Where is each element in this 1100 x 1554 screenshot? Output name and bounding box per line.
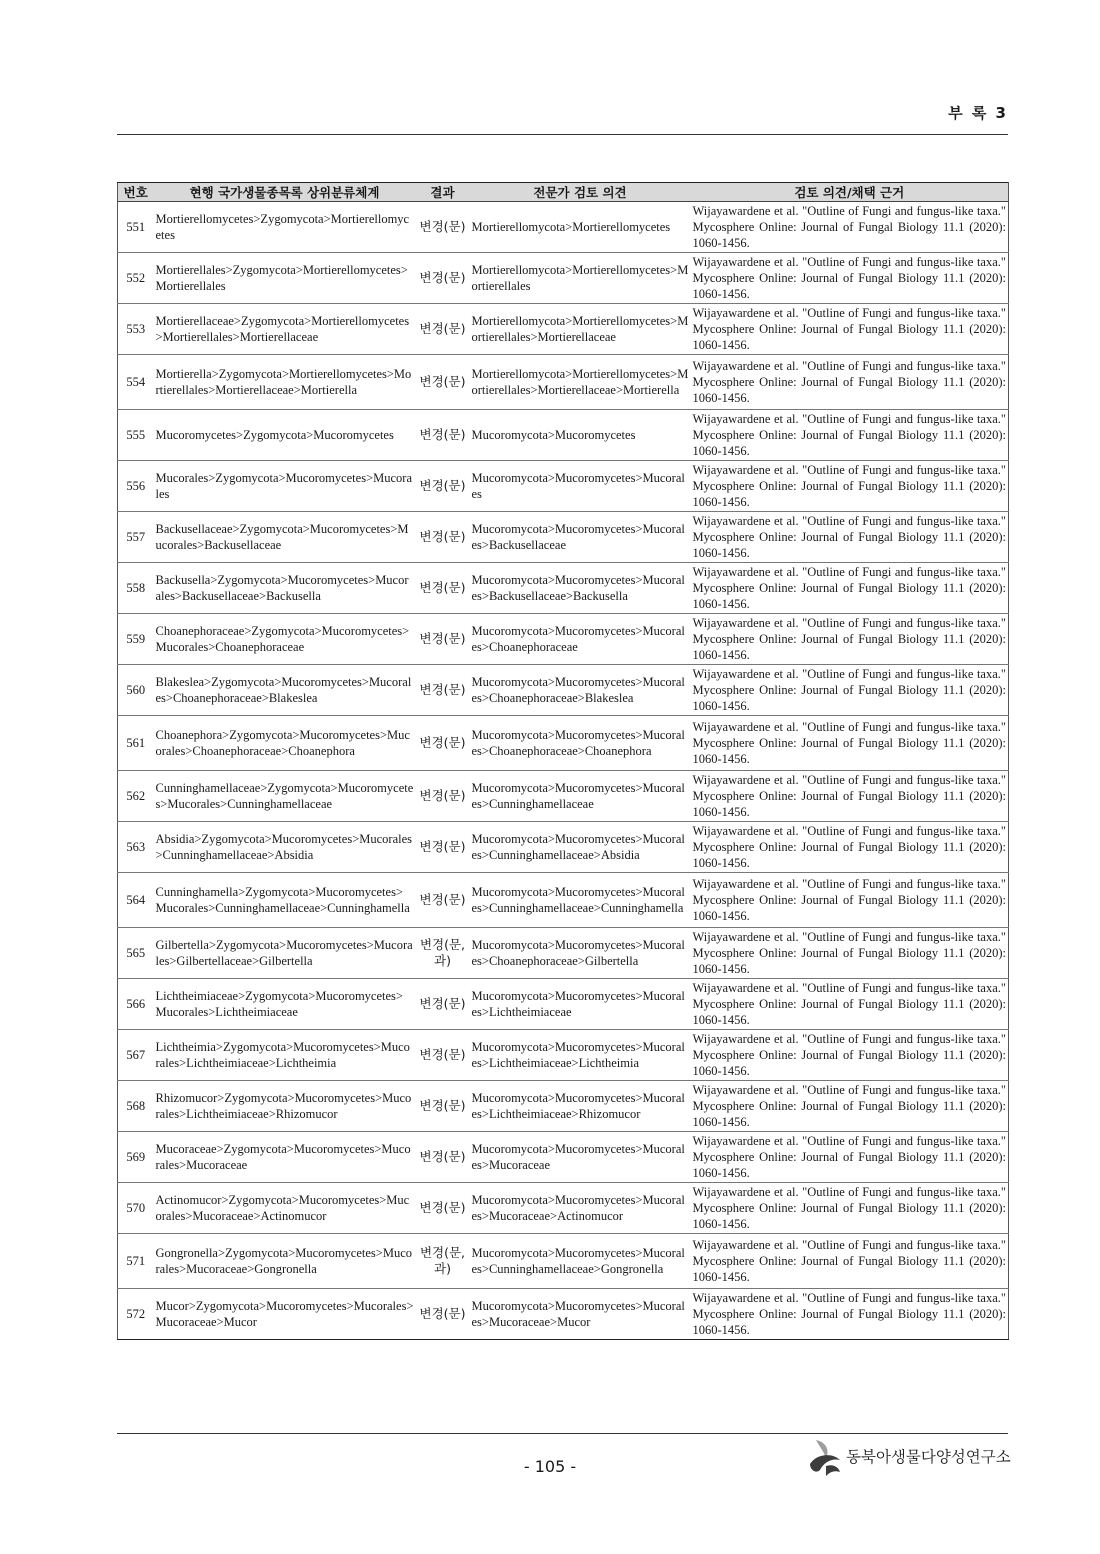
row-number: 558 bbox=[118, 563, 154, 614]
table-header-row bbox=[118, 183, 1009, 202]
row-number: 570 bbox=[118, 1183, 154, 1234]
basis-citation: Wijayawardene et al. "Outline of Fungi and fungus-like taxa." Mycosphere Online: Journal of Fungal Biology 11.1 (2020): 1060-1456. bbox=[691, 771, 1009, 822]
current-classification: Mortierellomycetes>Zygomycota>Mortierellomycetes bbox=[154, 202, 416, 253]
expert-opinion: Mucoromycota>Mucoromycetes>Mucorales bbox=[470, 461, 691, 512]
current-classification: Blakeslea>Zygomycota>Mucoromycetes>Mucorales>Choanephoraceae>Blakeslea bbox=[154, 665, 416, 716]
taxonomy-review-table bbox=[117, 182, 1009, 1340]
col-header-result: 결과 bbox=[416, 183, 470, 202]
review-result: 변경(문) bbox=[416, 512, 470, 563]
basis-citation: Wijayawardene et al. "Outline of Fungi and fungus-like taxa." Mycosphere Online: Journal of Fungal Biology 11.1 (2020): 1060-1456. bbox=[691, 665, 1009, 716]
table-body bbox=[118, 202, 1009, 1340]
review-result: 변경(문) bbox=[416, 253, 470, 304]
table-row bbox=[118, 822, 1009, 873]
review-result: 변경(문) bbox=[416, 355, 470, 410]
review-result: 변경(문) bbox=[416, 716, 470, 771]
expert-opinion: Mucoromycota>Mucoromycetes>Mucorales>Cunninghamellaceae bbox=[470, 771, 691, 822]
table-row bbox=[118, 928, 1009, 979]
review-result: 변경(문) bbox=[416, 822, 470, 873]
review-result: 변경(문) bbox=[416, 1289, 470, 1340]
current-classification: Mucor>Zygomycota>Mucoromycetes>Mucorales>Mucoraceae>Mucor bbox=[154, 1289, 416, 1340]
row-number: 564 bbox=[118, 873, 154, 928]
basis-citation: Wijayawardene et al. "Outline of Fungi and fungus-like taxa." Mycosphere Online: Journal of Fungal Biology 11.1 (2020): 1060-1456. bbox=[691, 355, 1009, 410]
review-result: 변경(문) bbox=[416, 665, 470, 716]
table-row bbox=[118, 1132, 1009, 1183]
basis-citation: Wijayawardene et al. "Outline of Fungi and fungus-like taxa." Mycosphere Online: Journal of Fungal Biology 11.1 (2020): 1060-1456. bbox=[691, 928, 1009, 979]
expert-opinion: Mortierellomycota>Mortierellomycetes>Mortierellales>Mortierellaceae bbox=[470, 304, 691, 355]
current-classification: Actinomucor>Zygomycota>Mucoromycetes>Mucorales>Mucoraceae>Actinomucor bbox=[154, 1183, 416, 1234]
current-classification: Rhizomucor>Zygomycota>Mucoromycetes>Mucorales>Lichtheimiaceae>Rhizomucor bbox=[154, 1081, 416, 1132]
expert-opinion: Mucoromycota>Mucoromycetes>Mucorales>Choanephoraceae>Choanephora bbox=[470, 716, 691, 771]
review-result: 변경(문) bbox=[416, 771, 470, 822]
table-row bbox=[118, 461, 1009, 512]
review-result: 변경(문, 과) bbox=[416, 928, 470, 979]
basis-citation: Wijayawardene et al. "Outline of Fungi and fungus-like taxa." Mycosphere Online: Journal of Fungal Biology 11.1 (2020): 1060-1456. bbox=[691, 716, 1009, 771]
row-number: 568 bbox=[118, 1081, 154, 1132]
org-logo bbox=[806, 1436, 1018, 1478]
org-logo-icon bbox=[806, 1436, 846, 1478]
expert-opinion: Mucoromycota>Mucoromycetes>Mucorales>Cunninghamellaceae>Cunninghamella bbox=[470, 873, 691, 928]
table-row bbox=[118, 410, 1009, 461]
expert-opinion: Mucoromycota>Mucoromycetes>Mucorales>Cunninghamellaceae>Absidia bbox=[470, 822, 691, 873]
row-number: 566 bbox=[118, 979, 154, 1030]
expert-opinion: Mucoromycota>Mucoromycetes>Mucorales>Mucoraceae>Actinomucor bbox=[470, 1183, 691, 1234]
col-header-basis: 검토 의견/채택 근거 bbox=[691, 183, 1009, 202]
current-classification: Mucoromycetes>Zygomycota>Mucoromycetes bbox=[154, 410, 416, 461]
basis-citation: Wijayawardene et al. "Outline of Fungi and fungus-like taxa." Mycosphere Online: Journal of Fungal Biology 11.1 (2020): 1060-1456. bbox=[691, 873, 1009, 928]
basis-citation: Wijayawardene et al. "Outline of Fungi and fungus-like taxa." Mycosphere Online: Journal of Fungal Biology 11.1 (2020): 1060-1456. bbox=[691, 253, 1009, 304]
basis-citation: Wijayawardene et al. "Outline of Fungi and fungus-like taxa." Mycosphere Online: Journal of Fungal Biology 11.1 (2020): 1060-1456. bbox=[691, 512, 1009, 563]
current-classification: Lichtheimiaceae>Zygomycota>Mucoromycetes>Mucorales>Lichtheimiaceae bbox=[154, 979, 416, 1030]
expert-opinion: Mucoromycota>Mucoromycetes>Mucorales>Backusellaceae>Backusella bbox=[470, 563, 691, 614]
current-classification: Backusellaceae>Zygomycota>Mucoromycetes>Mucorales>Backusellaceae bbox=[154, 512, 416, 563]
basis-citation: Wijayawardene et al. "Outline of Fungi and fungus-like taxa." Mycosphere Online: Journal of Fungal Biology 11.1 (2020): 1060-1456. bbox=[691, 1183, 1009, 1234]
row-number: 562 bbox=[118, 771, 154, 822]
current-classification: Cunninghamella>Zygomycota>Mucoromycetes>Mucorales>Cunninghamellaceae>Cunninghamella bbox=[154, 873, 416, 928]
table-row bbox=[118, 716, 1009, 771]
table-row bbox=[118, 1081, 1009, 1132]
basis-citation: Wijayawardene et al. "Outline of Fungi and fungus-like taxa." Mycosphere Online: Journal of Fungal Biology 11.1 (2020): 1060-1456. bbox=[691, 1289, 1009, 1340]
table-row bbox=[118, 563, 1009, 614]
table-row bbox=[118, 1183, 1009, 1234]
expert-opinion: Mucoromycota>Mucoromycetes>Mucorales>Lichtheimiaceae>Lichtheimia bbox=[470, 1030, 691, 1081]
logo-leaf-dark-small bbox=[826, 1465, 840, 1476]
org-name: 동북아생물다양성연구소 bbox=[846, 1448, 1011, 1466]
basis-citation: Wijayawardene et al. "Outline of Fungi and fungus-like taxa." Mycosphere Online: Journal of Fungal Biology 11.1 (2020): 1060-1456. bbox=[691, 410, 1009, 461]
basis-citation: Wijayawardene et al. "Outline of Fungi and fungus-like taxa." Mycosphere Online: Journal of Fungal Biology 11.1 (2020): 1060-1456. bbox=[691, 304, 1009, 355]
expert-opinion: Mucoromycota>Mucoromycetes>Mucorales>Choanephoraceae>Gilbertella bbox=[470, 928, 691, 979]
row-number: 569 bbox=[118, 1132, 154, 1183]
current-classification: Mortierellaceae>Zygomycota>Mortierellomycetes>Mortierellales>Mortierellaceae bbox=[154, 304, 416, 355]
row-number: 555 bbox=[118, 410, 154, 461]
expert-opinion: Mucoromycota>Mucoromycetes>Mucorales>Cunninghamellaceae>Gongronella bbox=[470, 1234, 691, 1289]
current-classification: Backusella>Zygomycota>Mucoromycetes>Mucorales>Backusellaceae>Backusella bbox=[154, 563, 416, 614]
table-row bbox=[118, 873, 1009, 928]
current-classification: Mortierella>Zygomycota>Mortierellomycetes>Mortierellales>Mortierellaceae>Mortierella bbox=[154, 355, 416, 410]
review-result: 변경(문) bbox=[416, 1081, 470, 1132]
basis-citation: Wijayawardene et al. "Outline of Fungi and fungus-like taxa." Mycosphere Online: Journal of Fungal Biology 11.1 (2020): 1060-1456. bbox=[691, 822, 1009, 873]
row-number: 552 bbox=[118, 253, 154, 304]
row-number: 556 bbox=[118, 461, 154, 512]
row-number: 553 bbox=[118, 304, 154, 355]
review-result: 변경(문) bbox=[416, 304, 470, 355]
row-number: 565 bbox=[118, 928, 154, 979]
basis-citation: Wijayawardene et al. "Outline of Fungi and fungus-like taxa." Mycosphere Online: Journal of Fungal Biology 11.1 (2020): 1060-1456. bbox=[691, 979, 1009, 1030]
row-number: 557 bbox=[118, 512, 154, 563]
expert-opinion: Mucoromycota>Mucoromycetes>Mucorales>Lichtheimiaceae bbox=[470, 979, 691, 1030]
table-row bbox=[118, 355, 1009, 410]
current-classification: Gilbertella>Zygomycota>Mucoromycetes>Mucorales>Gilbertellaceae>Gilbertella bbox=[154, 928, 416, 979]
basis-citation: Wijayawardene et al. "Outline of Fungi and fungus-like taxa." Mycosphere Online: Journal of Fungal Biology 11.1 (2020): 1060-1456. bbox=[691, 1132, 1009, 1183]
expert-opinion: Mucoromycota>Mucoromycetes>Mucorales>Lichtheimiaceae>Rhizomucor bbox=[470, 1081, 691, 1132]
current-classification: Mortierellales>Zygomycota>Mortierellomycetes>Mortierellales bbox=[154, 253, 416, 304]
review-result: 변경(문) bbox=[416, 461, 470, 512]
basis-citation: Wijayawardene et al. "Outline of Fungi and fungus-like taxa." Mycosphere Online: Journal of Fungal Biology 11.1 (2020): 1060-1456. bbox=[691, 563, 1009, 614]
expert-opinion: Mortierellomycota>Mortierellomycetes>Mortierellales>Mortierellaceae>Mortierella bbox=[470, 355, 691, 410]
basis-citation: Wijayawardene et al. "Outline of Fungi and fungus-like taxa." Mycosphere Online: Journal of Fungal Biology 11.1 (2020): 1060-1456. bbox=[691, 614, 1009, 665]
table-row bbox=[118, 253, 1009, 304]
table-row bbox=[118, 979, 1009, 1030]
review-result: 변경(문) bbox=[416, 563, 470, 614]
expert-opinion: Mortierellomycota>Mortierellomycetes bbox=[470, 202, 691, 253]
expert-opinion: Mucoromycota>Mucoromycetes>Mucorales>Choanephoraceae>Blakeslea bbox=[470, 665, 691, 716]
review-result: 변경(문) bbox=[416, 1132, 470, 1183]
table-row bbox=[118, 1030, 1009, 1081]
expert-opinion: Mucoromycota>Mucoromycetes>Mucorales>Mucoraceae bbox=[470, 1132, 691, 1183]
review-result: 변경(문, 과) bbox=[416, 1234, 470, 1289]
review-result: 변경(문) bbox=[416, 1030, 470, 1081]
current-classification: Cunninghamellaceae>Zygomycota>Mucoromycetes>Mucorales>Cunninghamellaceae bbox=[154, 771, 416, 822]
table-row bbox=[118, 512, 1009, 563]
row-number: 572 bbox=[118, 1289, 154, 1340]
review-result: 변경(문) bbox=[416, 410, 470, 461]
row-number: 563 bbox=[118, 822, 154, 873]
table-row bbox=[118, 202, 1009, 253]
review-result: 변경(문) bbox=[416, 614, 470, 665]
current-classification: Mucoraceae>Zygomycota>Mucoromycetes>Mucorales>Mucoraceae bbox=[154, 1132, 416, 1183]
current-classification: Gongronella>Zygomycota>Mucoromycetes>Mucorales>Mucoraceae>Gongronella bbox=[154, 1234, 416, 1289]
current-classification: Mucorales>Zygomycota>Mucoromycetes>Mucorales bbox=[154, 461, 416, 512]
expert-opinion: Mucoromycota>Mucoromycetes>Mucorales>Choanephoraceae bbox=[470, 614, 691, 665]
row-number: 567 bbox=[118, 1030, 154, 1081]
basis-citation: Wijayawardene et al. "Outline of Fungi and fungus-like taxa." Mycosphere Online: Journal of Fungal Biology 11.1 (2020): 1060-1456. bbox=[691, 1081, 1009, 1132]
expert-opinion: Mucoromycota>Mucoromycetes bbox=[470, 410, 691, 461]
table-row bbox=[118, 304, 1009, 355]
col-header-expert-opinion: 전문가 검토 의견 bbox=[470, 183, 691, 202]
basis-citation: Wijayawardene et al. "Outline of Fungi and fungus-like taxa." Mycosphere Online: Journal of Fungal Biology 11.1 (2020): 1060-1456. bbox=[691, 461, 1009, 512]
review-result: 변경(문) bbox=[416, 202, 470, 253]
col-header-current-classification: 현행 국가생물종목록 상위분류체계 bbox=[154, 183, 416, 202]
row-number: 551 bbox=[118, 202, 154, 253]
row-number: 554 bbox=[118, 355, 154, 410]
row-number: 561 bbox=[118, 716, 154, 771]
header-rule bbox=[117, 134, 1008, 135]
table-row bbox=[118, 614, 1009, 665]
row-number: 560 bbox=[118, 665, 154, 716]
review-result: 변경(문) bbox=[416, 1183, 470, 1234]
col-header-number: 번호 bbox=[118, 183, 154, 202]
basis-citation: Wijayawardene et al. "Outline of Fungi and fungus-like taxa." Mycosphere Online: Journal of Fungal Biology 11.1 (2020): 1060-1456. bbox=[691, 1030, 1009, 1081]
expert-opinion: Mucoromycota>Mucoromycetes>Mucorales>Mucoraceae>Mucor bbox=[470, 1289, 691, 1340]
review-result: 변경(문) bbox=[416, 873, 470, 928]
table-row bbox=[118, 1234, 1009, 1289]
table-row bbox=[118, 665, 1009, 716]
page-number: - 105 - bbox=[523, 1457, 577, 1476]
footer-rule bbox=[117, 1433, 1008, 1434]
appendix-label: 부 록 3 bbox=[948, 104, 1008, 122]
current-classification: Lichtheimia>Zygomycota>Mucoromycetes>Mucorales>Lichtheimiaceae>Lichtheimia bbox=[154, 1030, 416, 1081]
row-number: 559 bbox=[118, 614, 154, 665]
table-row bbox=[118, 1289, 1009, 1340]
expert-opinion: Mucoromycota>Mucoromycetes>Mucorales>Backusellaceae bbox=[470, 512, 691, 563]
table-row bbox=[118, 771, 1009, 822]
current-classification: Choanephora>Zygomycota>Mucoromycetes>Mucorales>Choanephoraceae>Choanephora bbox=[154, 716, 416, 771]
current-classification: Absidia>Zygomycota>Mucoromycetes>Mucorales>Cunninghamellaceae>Absidia bbox=[154, 822, 416, 873]
expert-opinion: Mortierellomycota>Mortierellomycetes>Mortierellales bbox=[470, 253, 691, 304]
basis-citation: Wijayawardene et al. "Outline of Fungi and fungus-like taxa." Mycosphere Online: Journal of Fungal Biology 11.1 (2020): 1060-1456. bbox=[691, 202, 1009, 253]
current-classification: Choanephoraceae>Zygomycota>Mucoromycetes>Mucorales>Choanephoraceae bbox=[154, 614, 416, 665]
row-number: 571 bbox=[118, 1234, 154, 1289]
basis-citation: Wijayawardene et al. "Outline of Fungi and fungus-like taxa." Mycosphere Online: Journal of Fungal Biology 11.1 (2020): 1060-1456. bbox=[691, 1234, 1009, 1289]
review-result: 변경(문) bbox=[416, 979, 470, 1030]
